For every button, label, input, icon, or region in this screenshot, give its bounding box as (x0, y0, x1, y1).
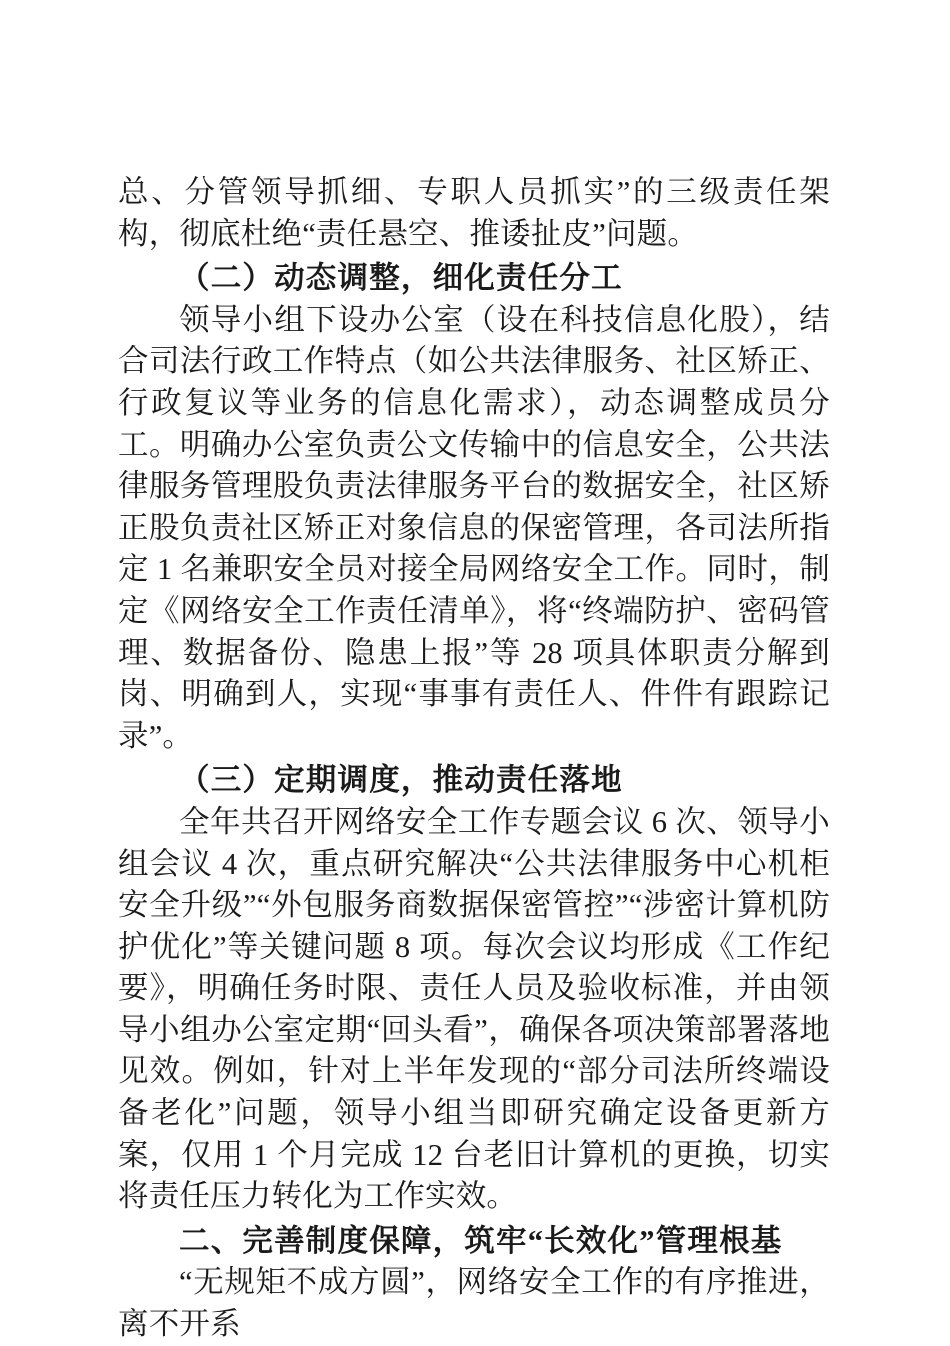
section-heading-two: 二、完善制度保障，筑牢“长效化”管理根基 (179, 1223, 783, 1258)
section-heading-er: （二）动态调整，细化责任分工 (179, 261, 623, 296)
paragraph-regular-scheduling: 全年共召开网络安全工作专题会议 6 次、领导小组会议 4 次，重点研究解决“公共法律服务中心机柜安全升级”“外包服务商数据保密管控”“涉密计算机防护优化”等关键问题 8 项。每次会议均形成《工作纪要》，明确任务时限、责任人员及验收标准，并由领导小组办公室定期“回头看”，确保各项决策部署落地见效。例如，针对上半年发现的“部分司法所终端设备老化”问题，领导小组当即研究确定设备更新方案，仅用 1 个月完成 12 台老旧计算机的更换，切实将责任压力转化为工作实效。 (118, 804, 830, 1214)
paragraph-continued: 总、分管领导抓细、专职人员抓实”的三级责任架构，彻底杜绝“责任悬空、推诿扯皮”问题。 (118, 175, 830, 251)
section-heading-san: （三）定期调度，推动责任落地 (179, 763, 623, 798)
paragraph-system-guarantee: “无规矩不成方圆”，网络安全工作的有序推进，离不开系 (118, 1265, 830, 1342)
document-text-column (118, 172, 830, 1346)
paragraph-dynamic-adjustment: 领导小组下设办公室（设在科技信息化股），结合司法行政工作特点（如公共法律服务、社区矫正、行政复议等业务的信息化需求），动态调整成员分工。明确办公室负责公文传输中的信息安全，公共法律服务管理股负责法律服务平台的数据安全，社区矫正股负责社区矫正对象信息的保密管理，各司法所指定 1 名兼职安全员对接全局网络安全工作。同时，制定《网络安全工作责任清单》，将“终端防护、密码管理、数据备份、隐患上报”等 28 项具体职责分解到岗、明确到人，实现“事事有责任人、件件有跟踪记录”。 (118, 302, 830, 753)
